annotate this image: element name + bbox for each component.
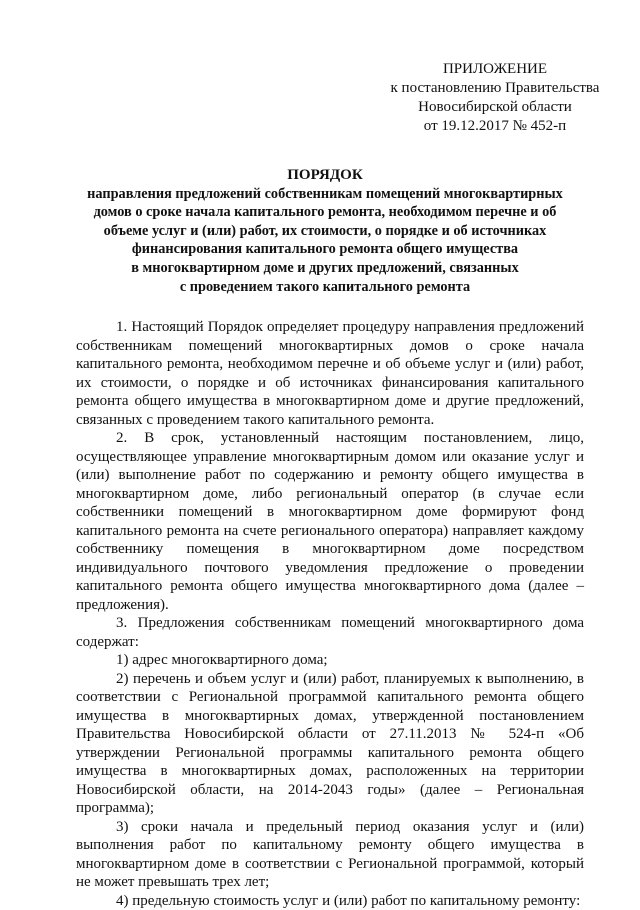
title-line: домов о сроке начала капитального ремонта, необходимом перечне и об — [60, 203, 590, 222]
paragraph: 2) перечень и объем услуг и (или) работ, планируемых к выполнению, в соответствии с Региональной программой капитального ремонта общего имущества в многоквартирных домах, утвержденной постановлением Правительства Новосибирской области от 27.11.2013 № 524-п «Об утверждении Региональной программы капитального ремонта общего имущества в многоквартирных домах, расположенных на территории Новосибирской области, на 2014-2043 годы» (далее – Региональная программа); — [76, 670, 584, 818]
title-line: финансирования капитального ремонта общего имущества — [60, 240, 590, 259]
title-line: в многоквартирном доме и других предложений, связанных — [60, 259, 590, 278]
title-line: направления предложений собственникам помещений многоквартирных — [60, 185, 590, 204]
appendix-label: ПРИЛОЖЕНИЕ — [360, 60, 630, 79]
paragraph: 2. В срок, установленный настоящим постановлением, лицо, осуществляющее управление многоквартирным домом или оказание услуг и (или) выполнение работ по содержанию и ремонту общего имущества в многоквартирном доме, либо региональный оператор (в случае если собственники помещений в многоквартирном доме формируют фонд капитального ремонта на счете регионального оператора) направляет каждому собственнику помещения в многоквартирном доме посредством индивидуального почтового уведомления предложение о проведении капитального ремонта общего имущества многоквартирного дома (далее – предложения). — [76, 429, 584, 614]
paragraph: 1. Настоящий Порядок определяет процедуру направления предложений собственникам помещений многоквартирных домов о сроке начала капитального ремонта, необходимом перечне и об объеме услуг и (или) работ, их стоимости, о порядке и об источниках финансирования капитального ремонта общего имущества в многоквартирном доме и другие предложений, связанных с проведением такого капитального ремонта. — [76, 318, 584, 429]
appendix-decree-ref: к постановлению Правительства — [360, 79, 630, 98]
title-line: объеме услуг и (или) работ, их стоимости, о порядке и об источниках — [60, 222, 590, 241]
document-body — [76, 318, 584, 910]
appendix-date-number: от 19.12.2017 № 452-п — [360, 117, 630, 136]
title-main: ПОРЯДОК — [60, 166, 590, 185]
appendix-region: Новосибирской области — [360, 98, 630, 117]
paragraph: 3) сроки начала и предельный период оказания услуг и (или) выполнения работ по капитальному ремонту общего имущества в многоквартирном доме в соответствии с Региональной программой, который не может превышать трех лет; — [76, 818, 584, 892]
document-title — [60, 166, 590, 296]
appendix-header — [360, 60, 630, 136]
paragraph: 1) адрес многоквартирного дома; — [76, 651, 584, 670]
paragraph: 4) предельную стоимость услуг и (или) работ по капитальному ремонту: — [76, 892, 584, 910]
paragraph: 3. Предложения собственникам помещений многоквартирного дома содержат: — [76, 614, 584, 651]
title-line: с проведением такого капитального ремонта — [60, 278, 590, 297]
